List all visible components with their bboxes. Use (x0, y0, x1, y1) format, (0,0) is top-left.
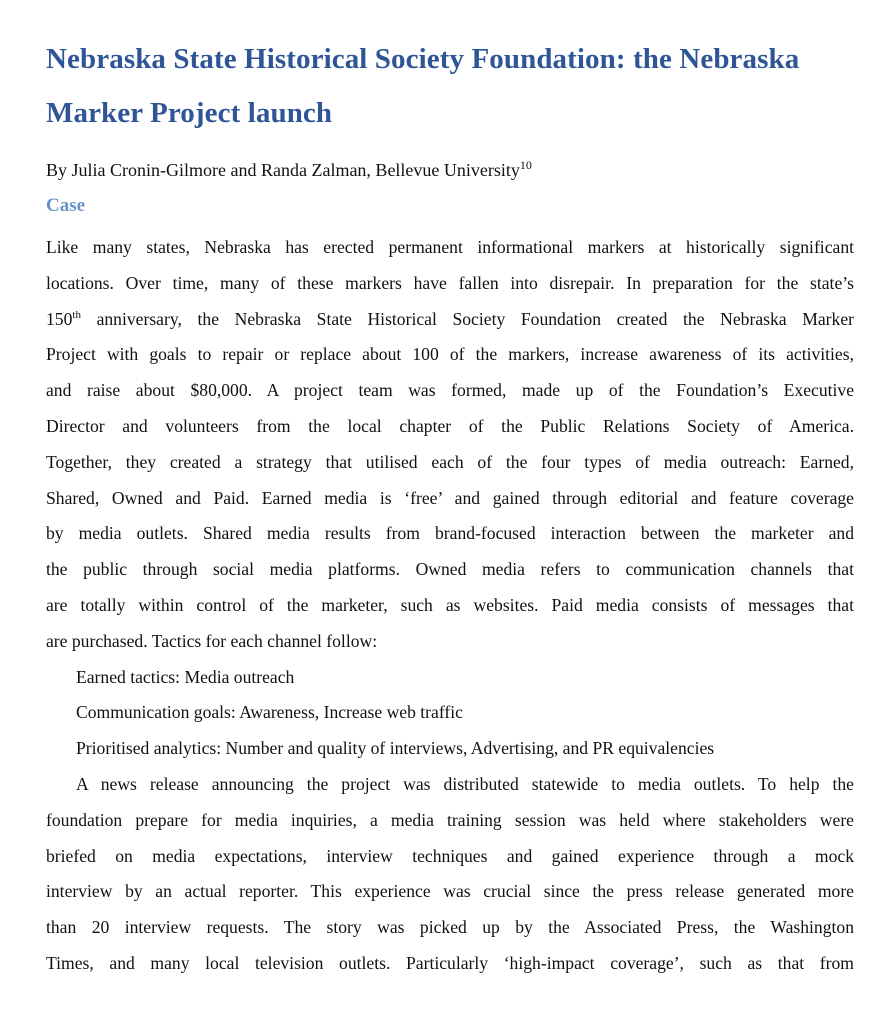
footnote-marker[interactable]: 10 (519, 158, 532, 172)
ordinal-suffix: th (72, 308, 81, 321)
text-line (46, 302, 854, 338)
document-title (46, 32, 854, 140)
text-fragment: anniversary, the Nebraska State Historical Society Foundation created the Nebraska Marker (80, 308, 854, 329)
text-line: A news release announcing the project was distributed statewide to media outlets. To help the (76, 773, 854, 794)
document-body (46, 230, 854, 982)
document-page (46, 32, 854, 982)
text-line: the public through social media platforms. Owned media refers to communication channels that (46, 559, 854, 580)
text-line: and raise about $80,000. A project team was formed, made up of the Foundation’s Executive (46, 380, 854, 401)
title-line-1: Nebraska State Historical Society Foundation: the Nebraska (46, 43, 800, 75)
text-line: are totally within control of the marketer, such as websites. Paid media consists of messages that (46, 594, 854, 615)
text-line: locations. Over time, many of these markers have fallen into disrepair. In preparation for the state’s (46, 272, 854, 293)
text-line: are purchased. Tactics for each channel follow: (46, 630, 378, 651)
text-line: Times, and many local television outlets. Particularly ‘high-impact coverage’, such as that from (46, 952, 854, 973)
byline (46, 156, 854, 184)
communication-goals-line: Communication goals: Awareness, Increase web traffic (76, 702, 463, 723)
text-line: Director and volunteers from the local chapter of the Public Relations Society of America. (46, 415, 854, 436)
paragraph-case-intro (46, 230, 854, 660)
byline-text: By Julia Cronin-Gilmore and Randa Zalman, Bellevue University (46, 160, 520, 180)
text-line: by media outlets. Shared media results from brand-focused interaction between the marketer and (46, 523, 854, 544)
text-line: Project with goals to repair or replace about 100 of the markers, increase awareness of its activities, (46, 344, 854, 365)
text-line: Like many states, Nebraska has erected permanent informational markers at historically significant (46, 237, 854, 257)
earned-tactics-line: Earned tactics: Media outreach (76, 666, 295, 687)
text-line: Shared, Owned and Paid. Earned media is ‘free’ and gained through editorial and feature coverage (46, 487, 854, 508)
text-line: Together, they created a strategy that utilised each of the four types of media outreach: Earned, (46, 451, 854, 472)
text-line: interview by an actual reporter. This experience was crucial since the press release generated more (46, 881, 854, 902)
text-line: briefed on media expectations, interview techniques and gained experience through a mock (46, 845, 854, 866)
section-heading: Case (46, 195, 86, 216)
prioritised-analytics-line: Prioritised analytics: Number and quality of interviews, Advertising, and PR equivalencies (76, 738, 715, 759)
paragraph-news-release (46, 767, 854, 982)
text-line: than 20 interview requests. The story was picked up by the Associated Press, the Washington (46, 917, 854, 938)
title-line-2: Marker Project launch (46, 97, 333, 129)
anniversary-number: 150 (46, 308, 73, 329)
text-line: foundation prepare for media inquiries, a media training session was held where stakeholders were (46, 809, 854, 830)
